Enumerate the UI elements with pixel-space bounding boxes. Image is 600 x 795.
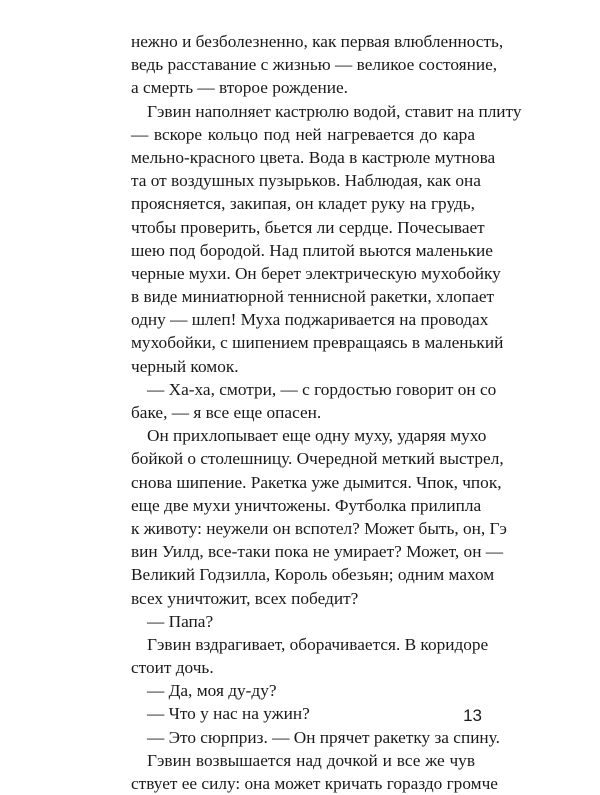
text-line: всех уничтожит, всех победит? xyxy=(131,588,359,608)
text-line: — Папа? xyxy=(147,611,214,631)
text-line: Гэвин возвышается над дочкой и все же чув xyxy=(147,750,475,770)
text-line: в виде миниатюрной теннисной ракетки, хлопает xyxy=(131,287,495,307)
text-line: — Что у нас на ужин? xyxy=(147,704,310,724)
text-line: мельно-красного цвета. Вода в кастрюле мутнова xyxy=(131,147,496,167)
text-line: а смерть — второе рождение. xyxy=(131,78,348,98)
text-line: Он прихлопывает еще одну муху, ударяя мухо xyxy=(147,426,487,446)
text-line: — Да, моя ду-ду? xyxy=(147,681,277,701)
text-line: ведь расставание с жизнью — великое состояние, xyxy=(131,55,498,75)
text-line: проясняется, закипая, он кладет руку на грудь, xyxy=(131,194,475,214)
text-line: шею под бородой. Над плитой вьются маленькие xyxy=(131,240,493,260)
text-line: к животу: неужели он вспотел? Может быть, он, Гэ xyxy=(131,518,507,538)
text-line: стоит дочь. xyxy=(131,658,214,678)
text-line: Гэвин наполняет кастрюлю водой, ставит на плиту xyxy=(147,101,522,121)
text-line: чтобы проверить, бьется ли сердце. Почесывает xyxy=(131,217,485,237)
text-line: Гэвин вздрагивает, оборачивается. В коридоре xyxy=(147,634,489,654)
text-line: мухобойки, с шипением превращаясь в маленький xyxy=(131,333,504,353)
text-line: — Ха-ха, смотри, — с гордостью говорит он со xyxy=(147,379,497,399)
text-line: та от воздушных пузырьков. Наблюдая, как она xyxy=(131,171,481,191)
page-number: 13 xyxy=(463,706,482,725)
text-line: бойкой о столешницу. Очередной меткий выстрел, xyxy=(131,449,504,469)
text-line: снова шипение. Ракетка уже дымится. Чпок, чпок, xyxy=(131,472,502,492)
text-line: черные мухи. Он берет электрическую мухобойку xyxy=(131,263,501,283)
text-line: одну — шлеп! Муха поджаривается на проводах xyxy=(131,310,489,330)
text-line: вин Уилд, все-таки пока не умирает? Может, он — xyxy=(131,542,504,562)
text-line: еще две мухи уничтожены. Футболка прилипла xyxy=(131,495,482,515)
text-line: — вскоре кольцо под ней нагревается до кара xyxy=(131,124,475,144)
body-text xyxy=(131,30,522,795)
text-line: нежно и безболезненно, как первая влюбленность, xyxy=(131,32,504,51)
text-line: баке, — я все еще опасен. xyxy=(131,403,322,422)
text-line: Великий Годзилла, Король обезьян; одним махом xyxy=(131,565,495,585)
text-line: черный комок. xyxy=(131,356,239,376)
text-line: ствует ее силу: она может кричать гораздо громче xyxy=(131,774,498,793)
text-line: — Это сюрприз. — Он прячет ракетку за спину. xyxy=(147,727,500,747)
